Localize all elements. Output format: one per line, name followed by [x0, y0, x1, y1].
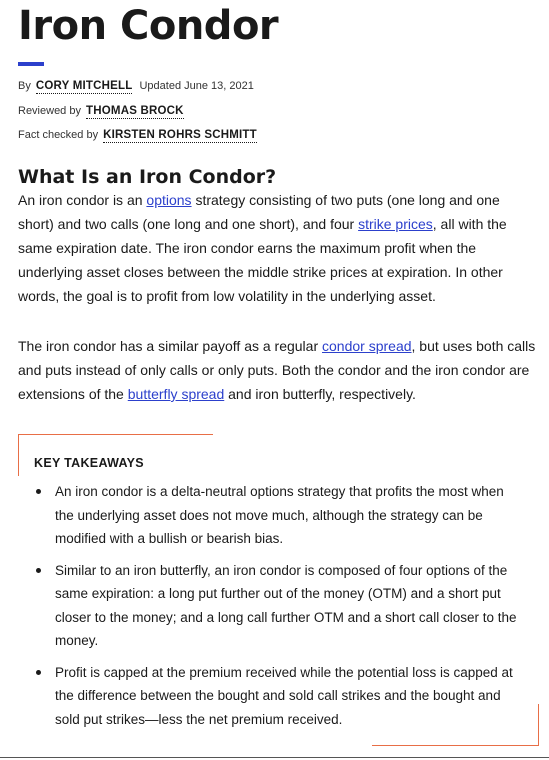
key-takeaways-title: KEY TAKEAWAYS [34, 456, 144, 470]
bullet-icon [36, 568, 41, 573]
butterfly-spread-link[interactable]: butterfly spread [127, 386, 225, 402]
title-underline-bar [18, 62, 44, 66]
section-heading: What Is an Iron Condor? [18, 166, 277, 188]
byline-factcheck-row [18, 127, 261, 143]
paragraph-text: An iron condor is an [18, 192, 147, 208]
takeaway-item [36, 661, 526, 732]
strike-prices-link[interactable]: strike prices [358, 216, 433, 232]
divider [0, 757, 549, 758]
takeaways-border-top [18, 434, 213, 435]
condor-spread-link[interactable]: condor spread [322, 338, 412, 354]
paragraph-definition [18, 188, 538, 308]
updated-date: Updated June 13, 2021 [139, 80, 254, 92]
byline-reviewer-row [18, 103, 188, 119]
key-takeaways-list [36, 480, 526, 739]
fact-checker-link[interactable]: KIRSTEN ROHRS SCHMITT [103, 129, 257, 141]
paragraph-text: The iron condor has a similar payoff as a regular [18, 338, 323, 354]
takeaway-item [36, 559, 526, 653]
by-label: By [18, 80, 31, 92]
reviewer-link[interactable]: THOMAS BROCK [86, 105, 184, 117]
author-link[interactable]: CORY MITCHELL [35, 80, 133, 92]
fact-checked-label: Fact checked by [18, 129, 99, 141]
takeaways-border-bottom [372, 745, 539, 746]
takeaway-item [36, 480, 526, 551]
bullet-icon [36, 670, 41, 675]
paragraph-text: , but uses both calls and puts instead of only calls or only puts. Both the condor and the iron condor are extensions of the [18, 338, 536, 402]
paragraph-text: and iron butterfly, respectively. [224, 386, 416, 402]
page-title: Iron Condor [18, 3, 279, 49]
paragraph-text: strategy consisting of two puts (one long and one short) and two calls (one long and one short), and four [18, 192, 500, 232]
paragraph-text: , all with the same expiration date. The iron condor earns the maximum profit when the underlying asset closes between the middle strike prices at expiration. In other words, the goal is to profit from low volatility in the underlying asset. [18, 216, 507, 304]
reviewed-by-label: Reviewed by [18, 105, 81, 117]
bullet-icon [36, 489, 41, 494]
takeaway-text: An iron condor is a delta-neutral options strategy that profits the most when the underlying asset does not move much, although the strategy can be modified with a bullish or bearish bias. [55, 484, 504, 546]
takeaways-border-left [18, 434, 19, 476]
paragraph-comparison [18, 334, 538, 406]
takeaway-text: Profit is capped at the premium received while the potential loss is capped at the difference between the bought and sold call strikes and the bought and sold put strikes—less the net premium received. [55, 664, 513, 727]
takeaway-text: Similar to an iron butterfly, an iron condor is composed of four options of the same expiration: a long put further out of the money (OTM) and a short put closer to the money; and a long call further OTM and a short call closer to the money. [55, 562, 517, 648]
takeaways-border-right [538, 704, 539, 746]
options-link[interactable]: options [146, 192, 192, 208]
byline-author-row [18, 78, 254, 94]
